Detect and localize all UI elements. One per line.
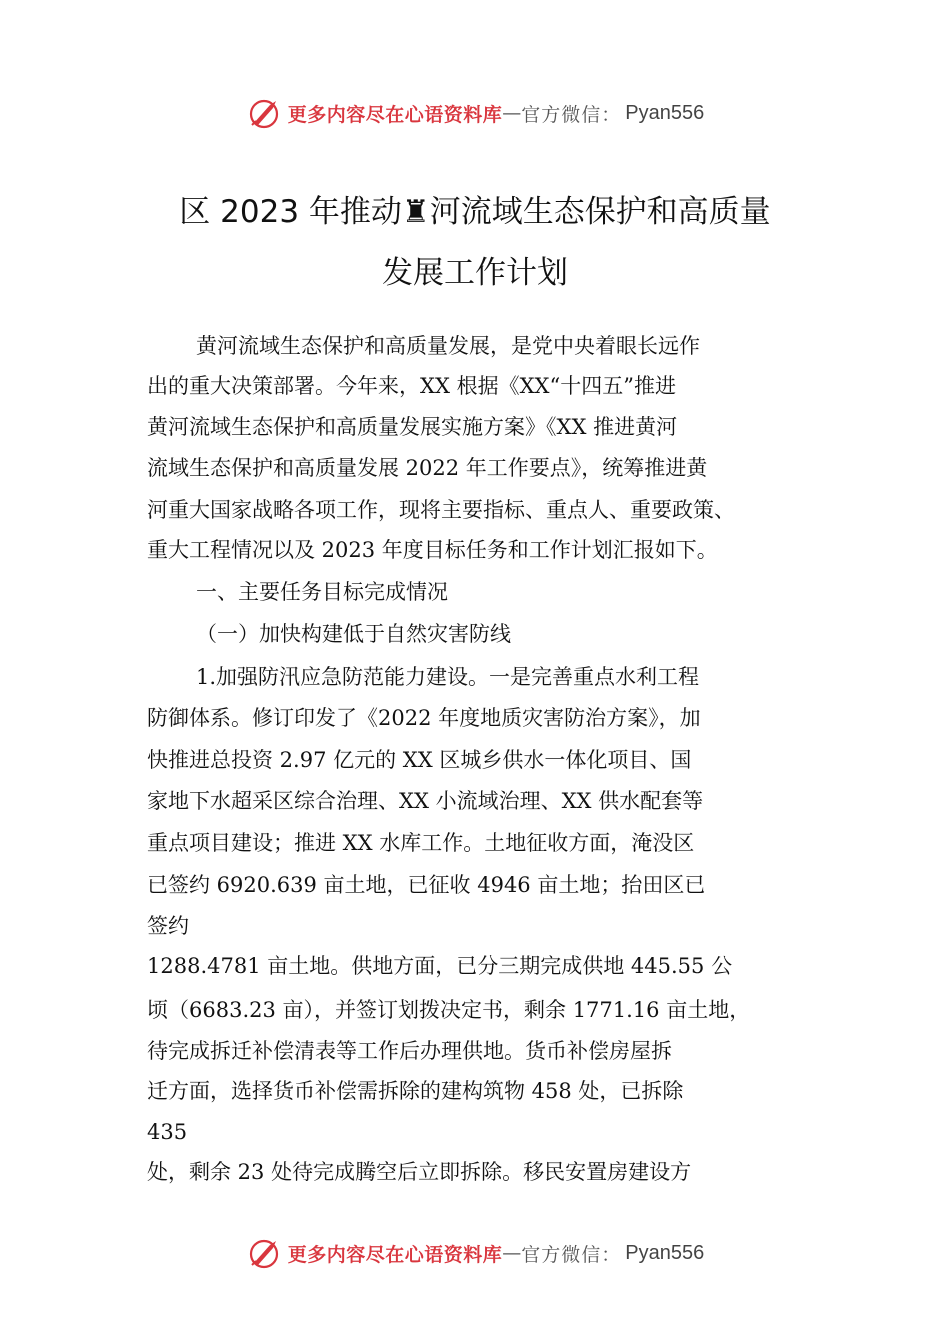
banner-separator: —: [502, 102, 522, 124]
banner-slogan: 更多内容尽在心语资料库: [287, 103, 503, 126]
banner-slogan: 更多内容尽在心语资料库: [287, 1243, 503, 1266]
body-line: 河重大国家战略各项工作，现将主要指标、重点人、重要政策、: [147, 498, 735, 522]
body-line: 处，剩余 23 处待完成腾空后立即拆除。移民安置房建设方: [147, 1160, 692, 1184]
subsection-heading: （一）加快构建低于自然灾害防线: [196, 622, 511, 646]
banner-account-id: Pyan556: [625, 1241, 705, 1264]
body-line: 1288.4781 亩土地。供地方面，已分三期完成供地 445.55 公: [147, 954, 733, 978]
header-banner: [0, 88, 950, 138]
body-line: 重大工程情况以及 2023 年度目标任务和工作计划汇报如下。: [147, 538, 718, 562]
body-line: 签约: [147, 914, 189, 938]
body-line: 防御体系。修订印发了《2022 年度地质灾害防治方案》，加: [147, 706, 701, 730]
pen-nib-logo-icon: [246, 1235, 286, 1271]
document-title-line-2: 发展工作计划: [382, 255, 568, 291]
body-line: 快推进总投资 2.97 亿元的 XX 区城乡供水一体化项目、国: [147, 748, 692, 772]
section-heading: 一、主要任务目标完成情况: [196, 580, 448, 604]
body-line: 黄河流域生态保护和高质量发展，是党中央着眼长远作: [196, 334, 700, 358]
body-line: 435: [147, 1120, 188, 1144]
body-line: 流域生态保护和高质量发展 2022 年工作要点》，统筹推进黄: [147, 456, 708, 480]
banner-account-id: Pyan556: [625, 101, 705, 124]
banner-separator: —: [502, 1242, 522, 1264]
body-line: 1.加强防汛应急防范能力建设。一是完善重点水利工程: [196, 665, 700, 689]
body-line: 待完成拆迁补偿清表等工作后办理供地。货币补偿房屋拆: [147, 1039, 672, 1063]
body-line: 重点项目建设；推进 XX 水库工作。土地征收方面，淹没区: [147, 831, 695, 855]
footer-banner: [0, 1228, 950, 1278]
banner-account-label: 官方微信：: [521, 1243, 622, 1266]
body-line: 顷（6683.23 亩），并签订划拨决定书，剩余 1771.16 亩土地，: [147, 998, 751, 1022]
body-line: 已签约 6920.639 亩土地，已征收 4946 亩土地；抬田区已: [147, 873, 706, 897]
banner-account-label: 官方微信：: [521, 103, 622, 126]
pen-nib-logo-icon: [246, 95, 286, 131]
document-title-line-1: 区 2023 年推动♜河流域生态保护和高质量: [179, 194, 771, 230]
body-line: 黄河流域生态保护和高质量发展实施方案》《XX 推进黄河: [147, 415, 678, 439]
body-line: 迁方面，选择货币补偿需拆除的建构筑物 458 处，已拆除: [147, 1079, 684, 1103]
body-line: 出的重大决策部署。今年来，XX 根据《XX“十四五”推进: [147, 374, 676, 398]
body-line: 家地下水超采区综合治理、XX 小流域治理、XX 供水配套等: [147, 789, 704, 813]
